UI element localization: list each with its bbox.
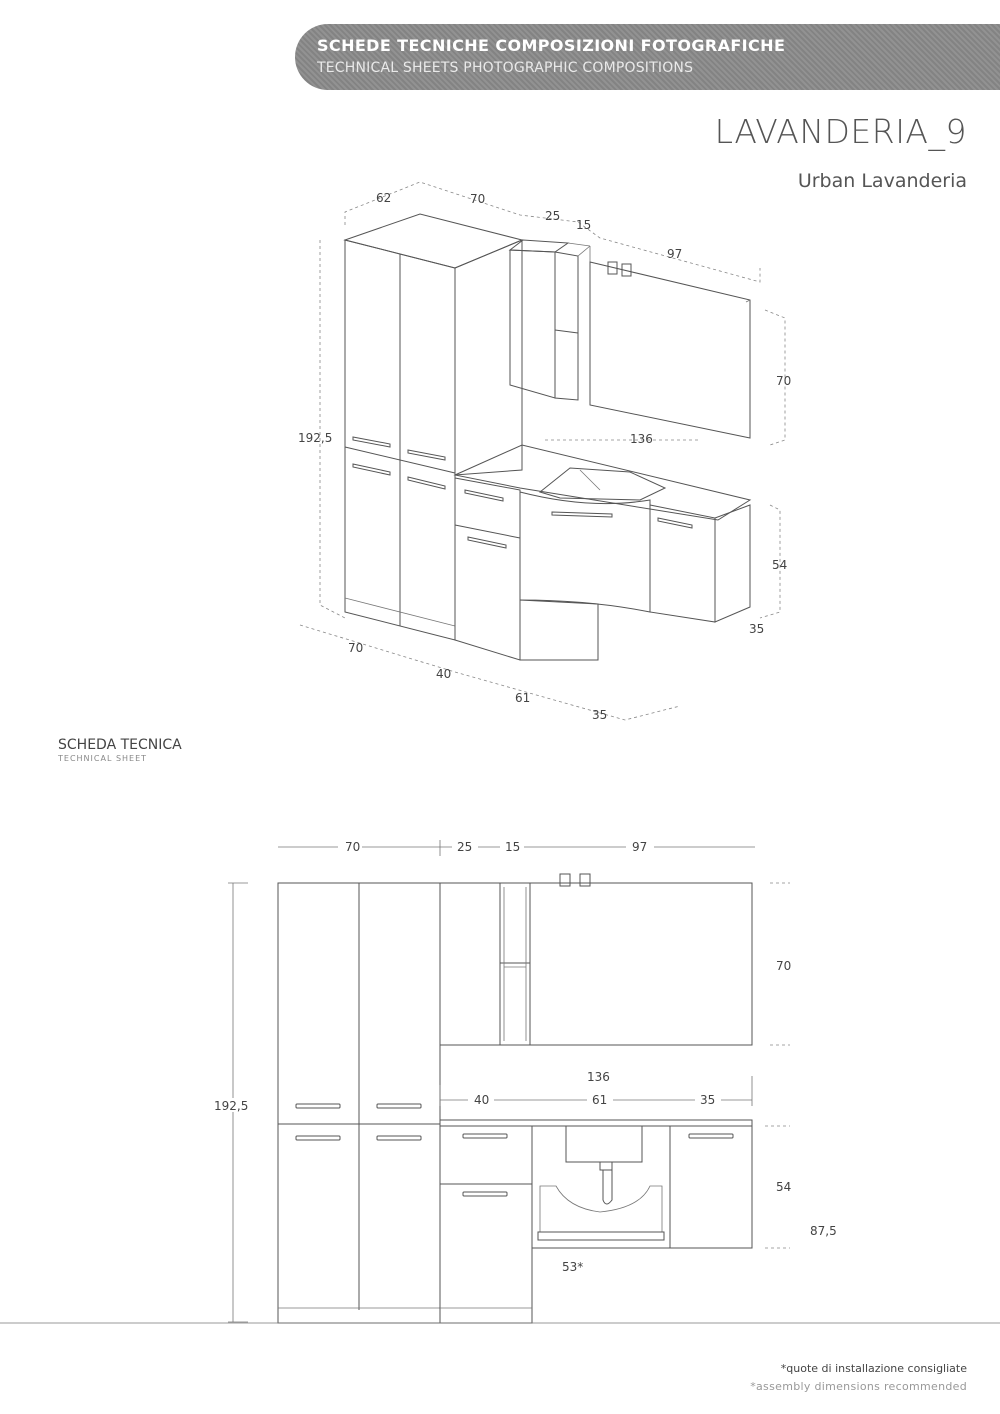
- composition-name: LAVANDERIA_9: [714, 112, 967, 151]
- front-dim-span: 136: [587, 1070, 610, 1084]
- iso-dim-top-w1: 70: [470, 192, 486, 206]
- front-light: [560, 874, 570, 886]
- footer-note: *quote di installazione consigliate: [780, 1362, 967, 1375]
- front-sink-siphon: [603, 1170, 612, 1204]
- header-title-en: TECHNICAL SHEETS PHOTOGRAPHIC COMPOSITIONS: [317, 60, 694, 76]
- front-dim-base-h: 54: [776, 1180, 792, 1194]
- front-dim-sink-install: 53*: [562, 1260, 584, 1274]
- iso-dim-top-w2: 25: [545, 209, 561, 223]
- section-label: SCHEDA TECNICA: [58, 737, 182, 753]
- iso-open-shelf: [555, 252, 578, 400]
- front-handle: [463, 1192, 507, 1196]
- front-handle: [463, 1134, 507, 1138]
- iso-dim-bottom-depth: 35: [749, 622, 765, 636]
- front-view: [0, 840, 1000, 1323]
- front-sink-basin: [566, 1126, 642, 1162]
- front-mirror: [530, 883, 752, 1045]
- front-sink-bowl: [540, 1186, 662, 1232]
- front-dim-height-total: 192,5: [214, 1099, 249, 1113]
- iso-dim-bottom-w4: 35: [592, 708, 608, 722]
- iso-top-dimension-line: [345, 182, 760, 282]
- front-dim-b1: 40: [474, 1093, 490, 1107]
- front-dim-w2: 25: [457, 840, 473, 854]
- header-title-it: SCHEDE TECNICHE COMPOSIZIONI FOTOGRAFICHE: [317, 36, 786, 55]
- iso-bottom-dimension-line: [300, 625, 680, 720]
- front-dim-mirror-h: 70: [776, 959, 792, 973]
- iso-sink-cabinet: [520, 492, 650, 612]
- front-dim-floor-h: 87,5: [810, 1224, 837, 1238]
- iso-wall-unit: [510, 250, 555, 398]
- iso-handle: [408, 450, 445, 460]
- front-sink-drain: [600, 1162, 612, 1170]
- iso-mirror: [590, 262, 750, 438]
- front-handle: [377, 1136, 421, 1140]
- iso-sink-plinth: [520, 600, 598, 660]
- iso-height-dimension-line: [320, 240, 345, 618]
- front-handle: [296, 1104, 340, 1108]
- iso-handle: [552, 512, 612, 517]
- iso-handle: [408, 477, 445, 489]
- footer-note-en: *assembly dimensions recommended: [750, 1380, 967, 1393]
- front-open-shelf: [500, 883, 530, 1045]
- front-light: [580, 874, 590, 886]
- front-drawer-unit: [440, 1126, 532, 1323]
- iso-dim-top-depth: 62: [376, 191, 392, 205]
- iso-right-cabinet-side: [715, 505, 750, 622]
- iso-sink-basin: [540, 468, 665, 500]
- iso-handle: [353, 464, 390, 475]
- iso-drawer-unit: [455, 478, 520, 660]
- iso-dim-bottom-w3: 61: [515, 691, 531, 705]
- front-dim-w3: 15: [505, 840, 521, 854]
- iso-handle: [658, 518, 692, 528]
- iso-dim-height-total: 192,5: [298, 431, 333, 445]
- iso-handle: [468, 537, 506, 548]
- section-label-en: TECHNICAL SHEET: [58, 754, 148, 763]
- iso-dim-bottom-w2: 40: [436, 667, 452, 681]
- front-dim-w4: 97: [632, 840, 648, 854]
- front-handle: [377, 1104, 421, 1108]
- iso-tall-cabinets-side: [455, 240, 522, 475]
- front-dim-w1: 70: [345, 840, 361, 854]
- front-wall-unit: [440, 883, 500, 1045]
- front-sink-tray: [538, 1232, 664, 1240]
- iso-handle: [353, 437, 390, 447]
- front-handle: [296, 1136, 340, 1140]
- front-handle: [689, 1134, 733, 1138]
- front-dim-b3: 35: [700, 1093, 716, 1107]
- iso-tall-cabinets-top: [345, 214, 522, 268]
- iso-handle: [465, 490, 503, 501]
- iso-dim-top-span: 136: [630, 432, 653, 446]
- iso-dim-top-w4: 97: [667, 247, 683, 261]
- iso-dim-top-w3: 15: [576, 218, 592, 232]
- front-dim-b2: 61: [592, 1093, 608, 1107]
- front-worktop: [440, 1120, 752, 1126]
- iso-worktop: [455, 445, 750, 520]
- iso-dim-base-h: 54: [772, 558, 788, 572]
- iso-dim-bottom-w1: 70: [348, 641, 364, 655]
- isometric-view: [298, 182, 791, 722]
- iso-dim-mirror-h: 70: [776, 374, 792, 388]
- front-right-cabinet: [670, 1126, 752, 1248]
- composition-subtitle: Urban Lavanderia: [797, 170, 967, 192]
